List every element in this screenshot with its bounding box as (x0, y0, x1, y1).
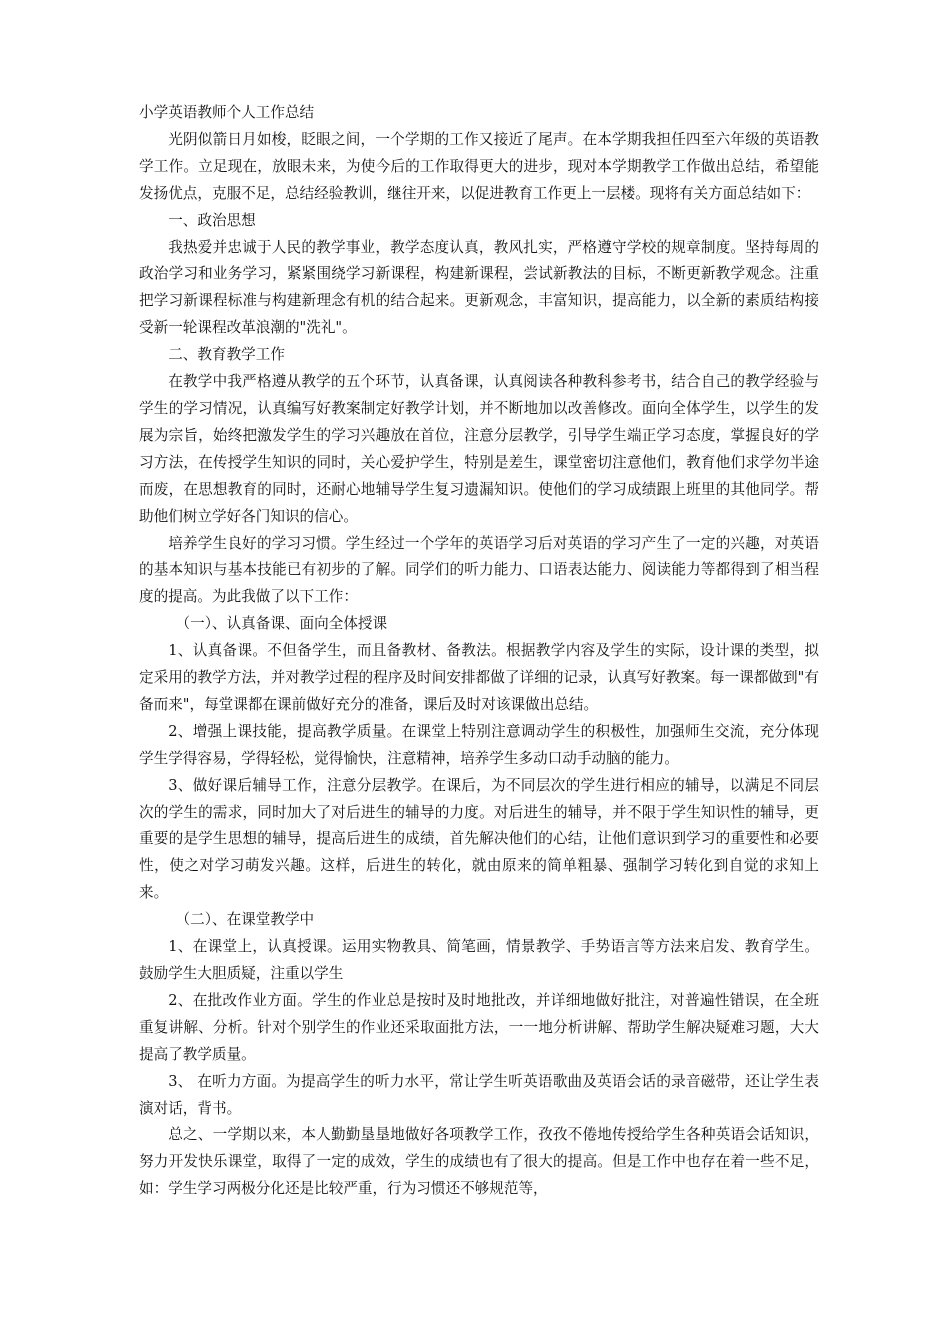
document-page (139, 100, 819, 1203)
section-heading-politics: 一、政治思想 (168, 211, 256, 229)
paragraph-class-1: 1、在课堂上，认真授课。运用实物教具、简笔画，情景教学、手势语言等方法来启发、教育学生。鼓励学生大胆质疑，注重以学生 (139, 938, 819, 982)
paragraph-class-2: 2、在批改作业方面。学生的作业总是按时及时地批改，并详细地做好批注，对普遍性错误，在全班重复讲解、分析。针对个别学生的作业还采取面批方法，一一地分析讲解、帮助学生解决疑难习题，大大提高了教学质量。 (139, 991, 819, 1063)
subheading-classroom: （二）、在课堂教学中 (175, 911, 315, 929)
paragraph-summary: 总之、一学期以来，本人勤勤垦垦地做好各项教学工作，孜孜不倦地传授给学生各种英语会话知识，努力开发快乐课堂，取得了一定的成效，学生的成绩也有了很大的提高。但是工作中也存在着一些不足，如：学生学习两极分化还是比较严重，行为习惯还不够规范等， (139, 1126, 819, 1198)
subheading-lesson-prep: （一）、认真备课、面向全体授课 (175, 615, 388, 633)
paragraph-study-habits: 培养学生良好的学习习惯。学生经过一个学年的英语学习后对英语的学习产生了一定的兴趣，对英语的基本知识与基本技能已有初步的了解。同学们的听力能力、口语表达能力、阅读能力等都得到了相当程度的提高。为此我做了以下工作： (139, 534, 819, 606)
paragraph-prep-2: 2、增强上课技能，提高教学质量。在课堂上特别注意调动学生的积极性，加强师生交流，充分体现学生学得容易，学得轻松，觉得愉快，注意精神，培养学生多动口动手动脑的能力。 (139, 722, 819, 767)
paragraph-politics: 我热爱并忠诚于人民的教学事业，教学态度认真，教风扎实，严格遵守学校的规章制度。坚持每周的政治学习和业务学习，紧紧围绕学习新课程，构建新课程，尝试新教法的目标，不断更新教学观念。注重把学习新课程标准与构建新理念有机的结合起来。更新观念，丰富知识，提高能力，以全新的素质结构接受新一轮课程改革浪潮的"洗礼"。 (139, 238, 819, 337)
paragraph-intro: 光阴似箭日月如梭，眨眼之间，一个学期的工作又接近了尾声。在本学期我担任四至六年级的英语教学工作。立足现在，放眼未来，为使今后的工作取得更大的进步，现对本学期教学工作做出总结，希望能发扬优点，克服不足，总结经验教训，继往开来，以促进教育工作更上一层楼。现将有关方面总结如下： (139, 130, 819, 202)
paragraph-prep-1: 1、认真备课。不但备学生，而且备教材、备教法。根据教学内容及学生的实际，设计课的类型，拟定采用的教学方法，并对教学过程的程序及时间安排都做了详细的记录，认真写好教案。每一课都做到"有备而来"，每堂课都在课前做好充分的准备，课后及时对该课做出总结。 (139, 642, 819, 713)
paragraph-prep-3: 3、做好课后辅导工作，注意分层教学。在课后，为不同层次的学生进行相应的辅导，以满足不同层次的学生的需求，同时加大了对后进生的辅导的力度。对后进生的辅导，并不限于学生知识性的辅导，更重要的是学生思想的辅导，提高后进生的成绩，首先解决他们的心结，让他们意识到学习的重要性和必要性，使之对学习萌发兴趣。这样，后进生的转化，就由原来的简单粗暴、强制学习转化到自觉的求知上来。 (139, 776, 819, 902)
paragraph-class-3: 3、 在听力方面。为提高学生的听力水平，常让学生听英语歌曲及英语会话的录音磁带，还让学生表演对话，背书。 (139, 1072, 819, 1117)
document-title: 小学英语教师个人工作总结 (139, 104, 315, 121)
paragraph-teaching-approach: 在教学中我严格遵从教学的五个环节，认真备课，认真阅读各种教科参考书，结合自己的教学经验与学生的学习情况，认真编写好教案制定好教学计划，并不断地加以改善修改。面向全体学生，以学生的发展为宗旨，始终把激发学生的学习兴趣放在首位，注意分层教学，引导学生端正学习态度，掌握良好的学习方法，在传授学生知识的同时，关心爱护学生，特别是差生，课堂密切注意他们，教育他们求学勿半途而废，在思想教育的同时，还耐心地辅导学生复习遗漏知识。使他们的学习成绩跟上班里的其他同学。帮助他们树立学好各门知识的信心。 (139, 373, 819, 525)
section-heading-teaching: 二、教育教学工作 (168, 346, 285, 364)
